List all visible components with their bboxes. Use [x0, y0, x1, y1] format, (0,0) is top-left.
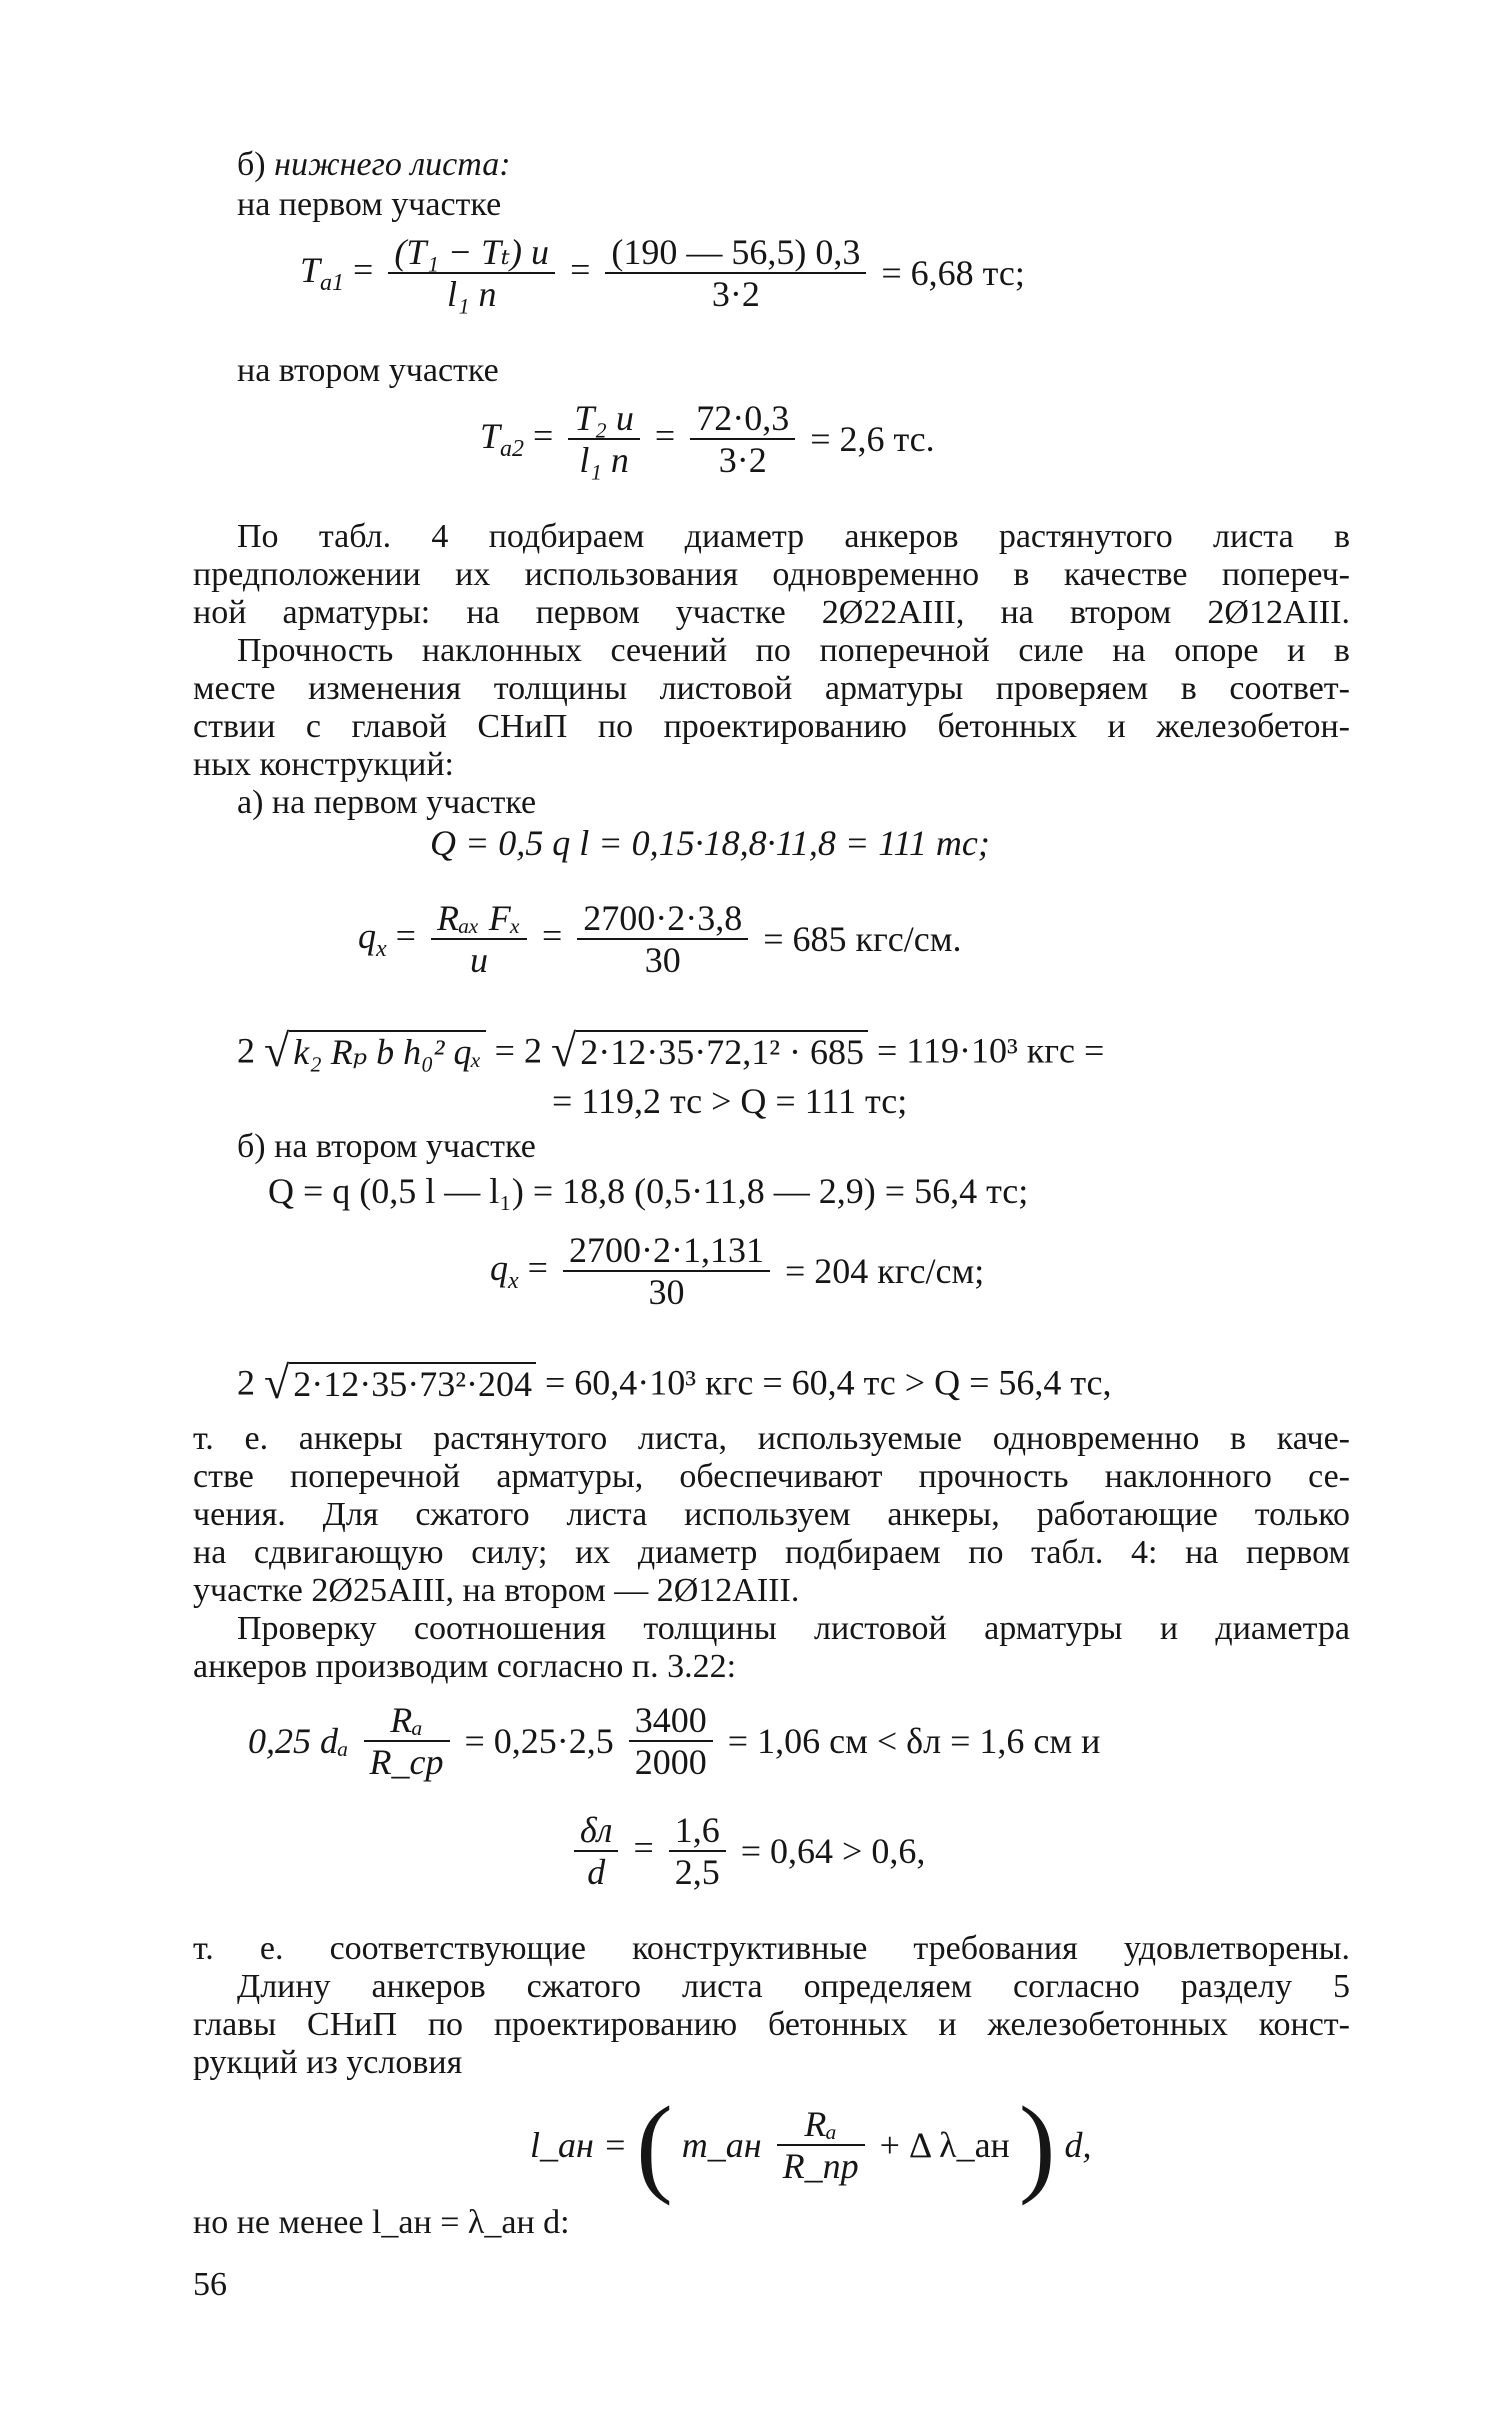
para-min: но не менее l_ан = λ_ан d: [193, 2204, 570, 2241]
fraction-numeric: $\frac{3400}{2000}$ [629, 1700, 713, 1782]
fraction-numeric: $\frac{2700\cdot 2\cdot 3,8}{30}$ [577, 898, 748, 980]
para-anchors-line1: По табл. 4 подбираем диаметр анкеров растянутого листа в [237, 518, 1350, 555]
eq-result: = 6,68 тс; [881, 253, 1025, 293]
fraction-symbolic: $\frac{\text{(T₁ − Tₜ) u}}{\text{l₁ n}}$ [388, 232, 555, 314]
eq-lhs: $T_{a1}$ [300, 250, 345, 296]
para-anchors-line2: предположении их использования одновременно в качестве попереч- [193, 556, 1350, 593]
radicand-numeric: 2·12·35·72,1² · 685 [576, 1030, 868, 1072]
para-conclusion-line1: т. е. анкеры растянутого листа, используемые одновременно в каче- [193, 1420, 1350, 1457]
equation-qx2: $q_x$ = $\frac{2700\cdot 2\cdot 1,131}{30}$ = 204 кгс/см; [490, 1230, 985, 1312]
equation-ratio1: 0,25 dₐ $\frac{\text{Rₐ}}{R\_ср}$ = 0,25·2,5 $\frac{3400}{2000}$ = 1,06 см < δл = 1,6 см и [248, 1700, 1101, 1782]
para-check-line2: анкеров производим согласно п. 3.22: [193, 1648, 737, 1685]
para-anchors-line3: ной арматуры: на первом участке 2Ø22AIII, на втором 2Ø12AIII. [193, 594, 1350, 631]
left-paren-icon: ( [636, 2084, 673, 2206]
equation-q2: Q = q (0,5 l — l₁) = 18,8 (0,5·11,8 — 2,9) = 56,4 тс; [268, 1171, 1029, 1211]
fraction-numeric: $\frac{1,6}{2,5}$ [669, 1810, 726, 1892]
para-conclusion-line3: чения. Для сжатого листа используем анкеры, работающие только [193, 1496, 1350, 1533]
fraction-symbolic: $\frac{\text{Rₐ}}{R\_пр}$ [777, 2104, 865, 2186]
sqrt-icon: √ [264, 1025, 290, 1076]
fraction-symbolic: $\frac{\text{Rₐₓ Fₓ}}{u}$ [431, 898, 527, 980]
equation-sqrt1-line2: = 119,2 тс > Q = 111 тс; [552, 1081, 908, 1121]
fraction-symbolic: $\frac{\text{Rₐ}}{R\_ср}$ [364, 1700, 450, 1782]
radicand: 2·12·35·73²·204 [289, 1362, 536, 1404]
fraction-symbolic: $\frac{\delta л}{d}$ [574, 1810, 618, 1892]
right-paren-icon: ) [1018, 2084, 1056, 2206]
equation-q1: Q = 0,5 q l = 0,15·18,8·11,8 = 111 тс; [430, 823, 990, 863]
para-conclusion-line5: участке 2Ø25AIII, на втором — 2Ø12AIII. [193, 1572, 800, 1609]
first-section-heading: на первом участке [237, 186, 502, 223]
page-number: 56 [193, 2266, 227, 2303]
equation-sqrt2: 2 √ 2·12·35·73²·204 = 60,4·10³ кгс = 60,4 тс > Q = 56,4 тс, [237, 1357, 1112, 1408]
para-strength-line3: ствии с главой СНиП по проектированию бетонных и железобетон- [193, 708, 1350, 745]
radicand: k₂ Rₚ b h₀² qₓ [289, 1030, 485, 1072]
equation-ratio2: $\frac{\delta л}{d}$ = $\frac{1,6}{2,5}$ = 0,64 > 0,6, [568, 1810, 925, 1892]
fraction-numeric: $\frac{(190 — 56,5) 0,3}{3\cdot 2}$ [605, 232, 866, 314]
item-a: а) на первом участке [237, 784, 537, 821]
section-b-label [237, 146, 511, 184]
para-strength-line4: ных конструкций: [193, 746, 454, 783]
fraction-symbolic: $\frac{\text{T₂ u}}{\text{l₁ n}}$ [568, 398, 640, 480]
para-check-line1: Проверку соотношения толщины листовой арматуры и диаметра [237, 1610, 1350, 1647]
equation-lan: l_ан = ( m_ан $\frac{\text{Rₐ}}{R\_пр}$ + Δ λ_ан ) d, [530, 2084, 1092, 2206]
equation-ta1: $T_{a1}$ = $\frac{\text{(T₁ − Tₜ) u}}{\text{l₁ n}}$ = $\frac{(190 — 56,5) 0,3}{3\cdot 2}$ = 6,68 тс; [300, 232, 1025, 314]
para-satisfied: т. е. соответствующие конструктивные требования удовлетворены. [193, 1930, 1350, 1967]
para-conclusion-line4: на сдвигающую силу; их диаметр подбираем по табл. 4: на первом [193, 1534, 1350, 1571]
equation-qx1: $q_x$ = $\frac{\text{Rₐₓ Fₓ}}{u}$ = $\frac{2700\cdot 2\cdot 3,8}{30}$ = 685 кгс/см. [358, 898, 962, 980]
sqrt-icon: √ [550, 1025, 577, 1076]
para-length-line3: рукций из условия [193, 2044, 463, 2081]
second-section-heading: на втором участке [237, 352, 499, 389]
para-length-line1: Длину анкеров сжатого листа определяем согласно разделу 5 [237, 1968, 1350, 2005]
equation-ta2: $T_{a2}$ = $\frac{\text{T₂ u}}{\text{l₁ n}}$ = $\frac{72\cdot 0,3}{3\cdot 2}$ = 2,6 тс. [480, 398, 935, 480]
label-letter: б) [237, 146, 266, 183]
item-b: б) на втором участке [237, 1128, 536, 1165]
para-conclusion-line2: стве поперечной арматуры, обеспечивают прочность наклонного се- [193, 1458, 1350, 1495]
equation-sqrt1: 2 √ k₂ Rₚ b h₀² qₓ = 2 √ 2·12·35·72,1² · 685 = 119·10³ кгс = [237, 1025, 1105, 1076]
sqrt-icon: √ [264, 1357, 290, 1408]
label-text: нижнего листа: [274, 146, 511, 183]
para-strength-line2: месте изменения толщины листовой арматуры проверяем в соответ- [193, 670, 1350, 707]
para-length-line2: главы СНиП по проектированию бетонных и железобетонных конст- [193, 2006, 1350, 2043]
para-strength-line1: Прочность наклонных сечений по поперечной силе на опоре и в [237, 632, 1350, 669]
fraction-numeric: $\frac{2700\cdot 2\cdot 1,131}{30}$ [563, 1230, 770, 1312]
fraction-numeric: $\frac{72\cdot 0,3}{3\cdot 2}$ [690, 398, 795, 480]
